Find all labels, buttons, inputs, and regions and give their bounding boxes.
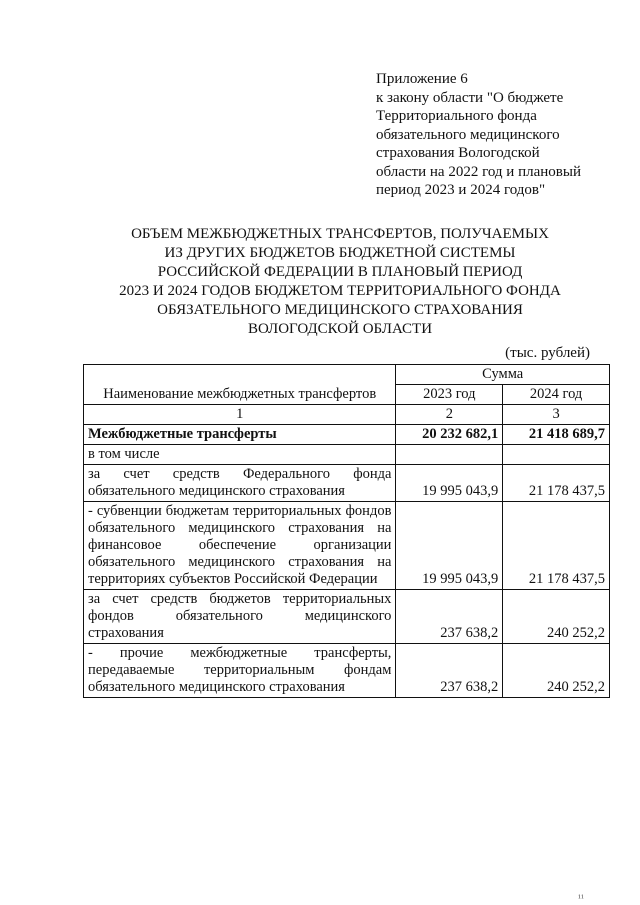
appendix-line: обязательного медицинского — [376, 126, 560, 143]
table-row — [84, 502, 610, 590]
title-line: ОБЯЗАТЕЛЬНОГО МЕДИЦИНСКОГО СТРАХОВАНИЯ — [157, 302, 523, 318]
row-value-2024: 240 252,2 — [503, 590, 610, 644]
row-name: Межбюджетные трансферты — [84, 425, 396, 445]
appendix-line: Территориального фонда — [376, 108, 537, 124]
row-name: за счет средств бюджетов территориальных фондов обязательного медицинского страхования — [84, 590, 396, 644]
row-value-2023: 237 638,2 — [396, 644, 503, 698]
row-value-2023: 19 995 043,9 — [396, 465, 503, 502]
column-number: 2 — [396, 405, 503, 425]
title-line: ВОЛОГОДСКОЙ ОБЛАСТИ — [247, 321, 433, 337]
header-sum: Сумма — [396, 365, 610, 385]
row-name: в том числе — [84, 445, 396, 465]
appendix-line: страхования Вологодской — [376, 145, 540, 161]
appendix-line: Приложение 6 — [376, 71, 468, 87]
table-row — [84, 465, 610, 502]
title-line: ОБЪЕМ МЕЖБЮДЖЕТНЫХ ТРАНСФЕРТОВ, ПОЛУЧАЕМЫХ — [131, 226, 549, 242]
row-value-2024: 21 418 689,7 — [503, 425, 610, 445]
table-row — [84, 445, 610, 465]
document-title — [80, 225, 600, 339]
appendix-line: период 2023 и 2024 годов" — [376, 182, 546, 198]
units-label: (тыс. рублей) — [505, 345, 590, 361]
row-name: за счет средств Федерального фонда обязательного медицинского страхования — [84, 465, 396, 502]
title-line: ИЗ ДРУГИХ БЮДЖЕТОВ БЮДЖЕТНОЙ СИСТЕМЫ — [164, 245, 516, 261]
table-row — [84, 644, 610, 698]
header-year-2024: 2024 год — [503, 385, 610, 405]
row-value-2023: 237 638,2 — [396, 590, 503, 644]
appendix-note — [376, 70, 616, 200]
header-year-2023: 2023 год — [396, 385, 503, 405]
column-number: 1 — [84, 405, 396, 425]
row-value-2023: 19 995 043,9 — [396, 502, 503, 590]
table-header-row — [84, 365, 610, 385]
corner-mark: ¹¹ — [578, 893, 584, 904]
appendix-line: области на 2022 год и плановый — [376, 163, 581, 180]
row-value-2024 — [503, 445, 610, 465]
row-value-2023 — [396, 445, 503, 465]
row-value-2024: 21 178 437,5 — [503, 465, 610, 502]
row-name: - субвенции бюджетам территориальных фондов обязательного медицинского страхования на финансовое обеспечение организации обязательного медицинского страхования на территориях субъектов Российской Федерации — [84, 502, 396, 590]
row-name: - прочие межбюджетные трансферты, передаваемые территориальным фондам обязательного медицинского страхования — [84, 644, 396, 698]
row-value-2024: 240 252,2 — [503, 644, 610, 698]
row-value-2024: 21 178 437,5 — [503, 502, 610, 590]
appendix-line: к закону области "О бюджете — [376, 89, 564, 106]
title-line: РОССИЙСКОЙ ФЕДЕРАЦИИ В ПЛАНОВЫЙ ПЕРИОД — [157, 264, 523, 280]
title-line: 2023 И 2024 ГОДОВ БЮДЖЕТОМ ТЕРРИТОРИАЛЬНОГО ФОНДА — [119, 283, 561, 299]
row-value-2023: 20 232 682,1 — [396, 425, 503, 445]
column-number: 3 — [503, 405, 610, 425]
table-row — [84, 425, 610, 445]
table-row — [84, 590, 610, 644]
column-numbers-row — [84, 405, 610, 425]
transfers-table — [83, 364, 610, 698]
header-name: Наименование межбюджетных трансфертов — [84, 365, 396, 405]
